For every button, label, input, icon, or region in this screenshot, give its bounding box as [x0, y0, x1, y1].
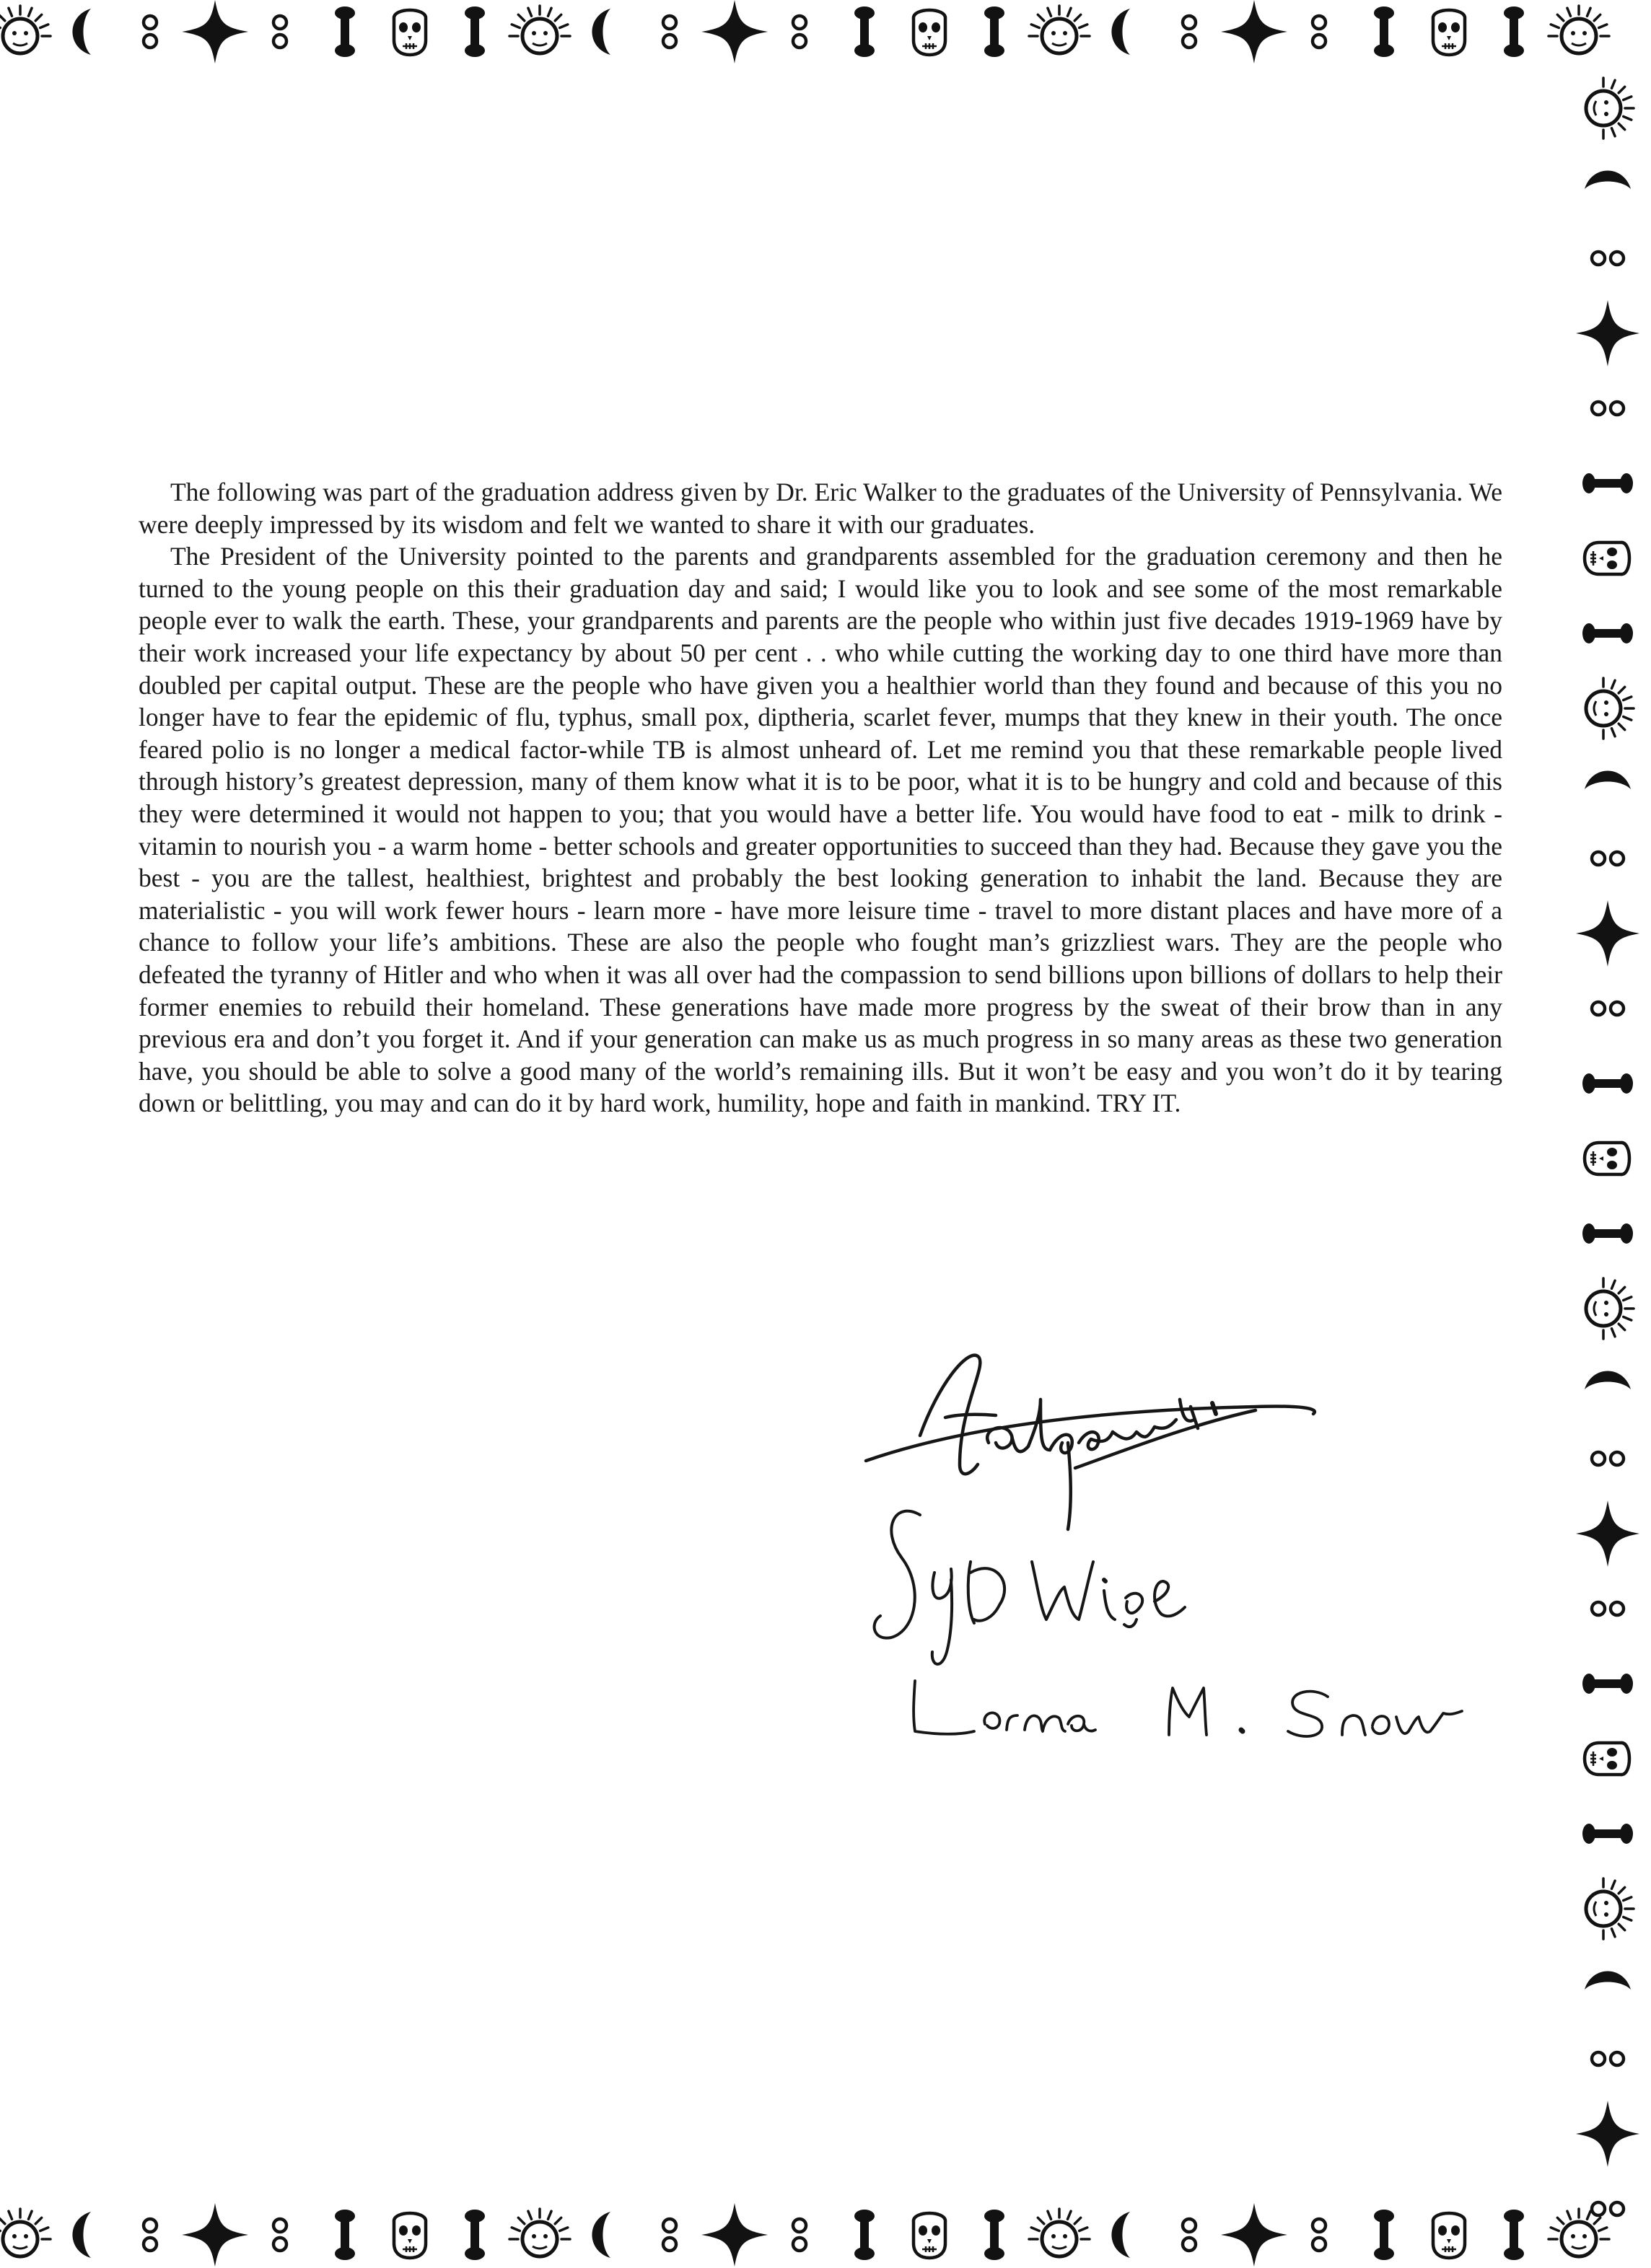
border-top-four-point-star-icon	[182, 0, 248, 63]
border-right-dots-icon	[1592, 1602, 1624, 1615]
decorative-border-bottom	[0, 2202, 1651, 2268]
border-right-dots-icon	[1592, 252, 1624, 265]
border-top-crescent-icon	[592, 9, 611, 55]
border-right-skull-icon	[1585, 1743, 1629, 1775]
border-right-bone-icon	[1582, 473, 1633, 493]
border-bottom-four-point-star-icon	[182, 2203, 248, 2267]
border-right-bone-icon	[1582, 1073, 1633, 1094]
border-top-four-point-star-icon	[701, 0, 768, 63]
border-bottom-dots-icon	[273, 2219, 286, 2251]
border-top-skull-icon	[394, 10, 426, 55]
border-top-bone-icon	[1374, 6, 1394, 57]
border-top-skull-icon	[1433, 10, 1465, 55]
border-top-dots-icon	[144, 16, 157, 48]
border-top-dots-icon	[1183, 16, 1196, 48]
border-motifs-bottom	[0, 2202, 1651, 2268]
border-bottom-bone-icon	[335, 2210, 355, 2260]
border-motifs-top	[0, 0, 1651, 66]
border-right-dots-icon	[1592, 402, 1624, 415]
border-top-skull-icon	[914, 10, 945, 55]
border-right-bone-icon	[1582, 1674, 1633, 1694]
signature-lorna-m-snow	[914, 1681, 1462, 1736]
border-bottom-skull-icon	[1433, 2213, 1465, 2258]
border-bottom-skull-icon	[914, 2213, 945, 2258]
border-right-sun-face-icon	[1586, 1278, 1634, 1339]
border-bottom-bone-icon	[1504, 2210, 1524, 2260]
border-bottom-dots-icon	[793, 2219, 806, 2251]
address-paragraph: The President of the University pointed to the parents and grandparents assembled for the graduation ceremony and then he turned to the young people on this their graduation day and said; I would like you to look and see some of the most remarkable people ever to walk the earth. These, your grandparents and parents are the people who within just five decades 1919-1969 have by their work increased your life expectancy by about 50 per cent . . who while cutting the working day to one third have more than doubled per capital output. These are the people who have given you a healthier world than they found and because of this you no longer have to fear the epidemic of flu, typhus, small pox, diptheria, scarlet fever, mumps that they knew in their youth. The once feared polio is no longer a medical factor-while TB is almost unheard of. Let me remind you that these remarkable people lived through history’s greatest depression, many of them know what it is to be poor, what it is to be hungry and cold and because of this they were determined it would not happen to you; that you would have a better life. You would have food to eat - milk to drink - vitamin to nourish you - a warm home - better schools and greater opportunities to succeed than they had. Because they gave you the best - you are the tallest, healthiest, brightest and probably the best looking generation to inhabit the land. Because they are materialistic - you will work fewer hours - learn more - have more leisure time - travel to more distant places and have more of a chance to follow your life’s ambitions. These are also the people who fought man’s grizzliest wars. They are the people who defeated the tyranny of Hitler and who when it was all over had the compassion to send billions upon billions of dollars to help their former enemies to rebuild their homeland. These generations have made more progress by the sweat of their brow than in any previous era and don’t you forget it. And if your generation can make us as much progress in so many areas as these two generation have, you should be able to solve a good many of the world’s remaining ills. But it won’t be easy and you won’t do it by tearing down or belittling, you may and can do it by hard work, humility, hope and faith in mankind. TRY IT.	[139, 542, 1502, 1118]
border-right-sun-face-icon	[1586, 1878, 1634, 1939]
signature-syd-wise	[875, 1511, 1185, 1664]
border-right-sun-face-icon	[1586, 678, 1634, 739]
border-top-bone-icon	[984, 6, 1004, 57]
border-top-dots-icon	[273, 16, 286, 48]
graduation-address-text	[139, 476, 1502, 1120]
border-right-four-point-star-icon	[1576, 1500, 1639, 1567]
border-top-bone-icon	[854, 6, 875, 57]
border-bottom-sun-face-icon	[0, 2209, 51, 2256]
border-right-sun-face-icon	[1586, 78, 1634, 139]
border-right-four-point-star-icon	[1576, 300, 1639, 366]
border-right-bone-icon	[1582, 1824, 1633, 1844]
border-motifs-right	[1564, 0, 1651, 2268]
border-bottom-bone-icon	[984, 2210, 1004, 2260]
border-bottom-bone-icon	[465, 2210, 485, 2260]
border-top-sun-face-icon	[509, 6, 570, 53]
border-right-crescent-icon	[1585, 1972, 1631, 1990]
border-bottom-four-point-star-icon	[1221, 2203, 1287, 2267]
decorative-border-top	[0, 0, 1651, 66]
border-top-bone-icon	[335, 6, 355, 57]
border-top-crescent-icon	[73, 9, 92, 55]
border-bottom-dots-icon	[1313, 2219, 1326, 2251]
border-right-dots-icon	[1592, 2052, 1624, 2065]
border-right-four-point-star-icon	[1576, 2101, 1639, 2167]
border-bottom-crescent-icon	[73, 2212, 92, 2258]
border-top-sun-face-icon	[1029, 6, 1090, 53]
border-bottom-crescent-icon	[592, 2212, 611, 2258]
border-bottom-four-point-star-icon	[701, 2203, 768, 2267]
signature-hadpoort	[866, 1355, 1315, 1529]
border-top-bone-icon	[1504, 6, 1524, 57]
border-bottom-dots-icon	[1183, 2219, 1196, 2251]
border-right-four-point-star-icon	[1576, 900, 1639, 967]
border-top-dots-icon	[663, 16, 676, 48]
border-right-dots-icon	[1592, 852, 1624, 865]
border-bottom-bone-icon	[1374, 2210, 1394, 2260]
border-top-four-point-star-icon	[1221, 0, 1287, 63]
border-bottom-dots-icon	[663, 2219, 676, 2251]
border-right-crescent-icon	[1585, 771, 1631, 790]
border-top-dots-icon	[793, 16, 806, 48]
border-bottom-sun-face-icon	[1549, 2209, 1609, 2256]
border-top-dots-icon	[1313, 16, 1326, 48]
border-bottom-dots-icon	[144, 2219, 157, 2251]
decorative-border-right	[1564, 0, 1651, 2268]
border-right-skull-icon	[1585, 1143, 1629, 1174]
border-top-bone-icon	[465, 6, 485, 57]
border-bottom-bone-icon	[854, 2210, 875, 2260]
border-right-skull-icon	[1585, 542, 1629, 574]
signature-block	[851, 1342, 1544, 1818]
border-top-crescent-icon	[1112, 9, 1131, 55]
border-right-dots-icon	[1592, 1002, 1624, 1015]
border-right-crescent-icon	[1585, 171, 1631, 190]
intro-paragraph: The following was part of the graduation address given by Dr. Eric Walker to the graduates of the University of Pennsylvania. We were deeply impressed by its wisdom and felt we wanted to share it with our graduates.	[139, 478, 1502, 539]
border-bottom-sun-face-icon	[509, 2209, 570, 2256]
border-right-dots-icon	[1592, 1452, 1624, 1465]
border-bottom-skull-icon	[394, 2213, 426, 2258]
border-top-sun-face-icon	[0, 6, 51, 53]
border-bottom-sun-face-icon	[1029, 2209, 1090, 2256]
border-right-bone-icon	[1582, 1223, 1633, 1244]
border-right-crescent-icon	[1585, 1371, 1631, 1390]
border-right-bone-icon	[1582, 623, 1633, 643]
border-bottom-crescent-icon	[1112, 2212, 1131, 2258]
